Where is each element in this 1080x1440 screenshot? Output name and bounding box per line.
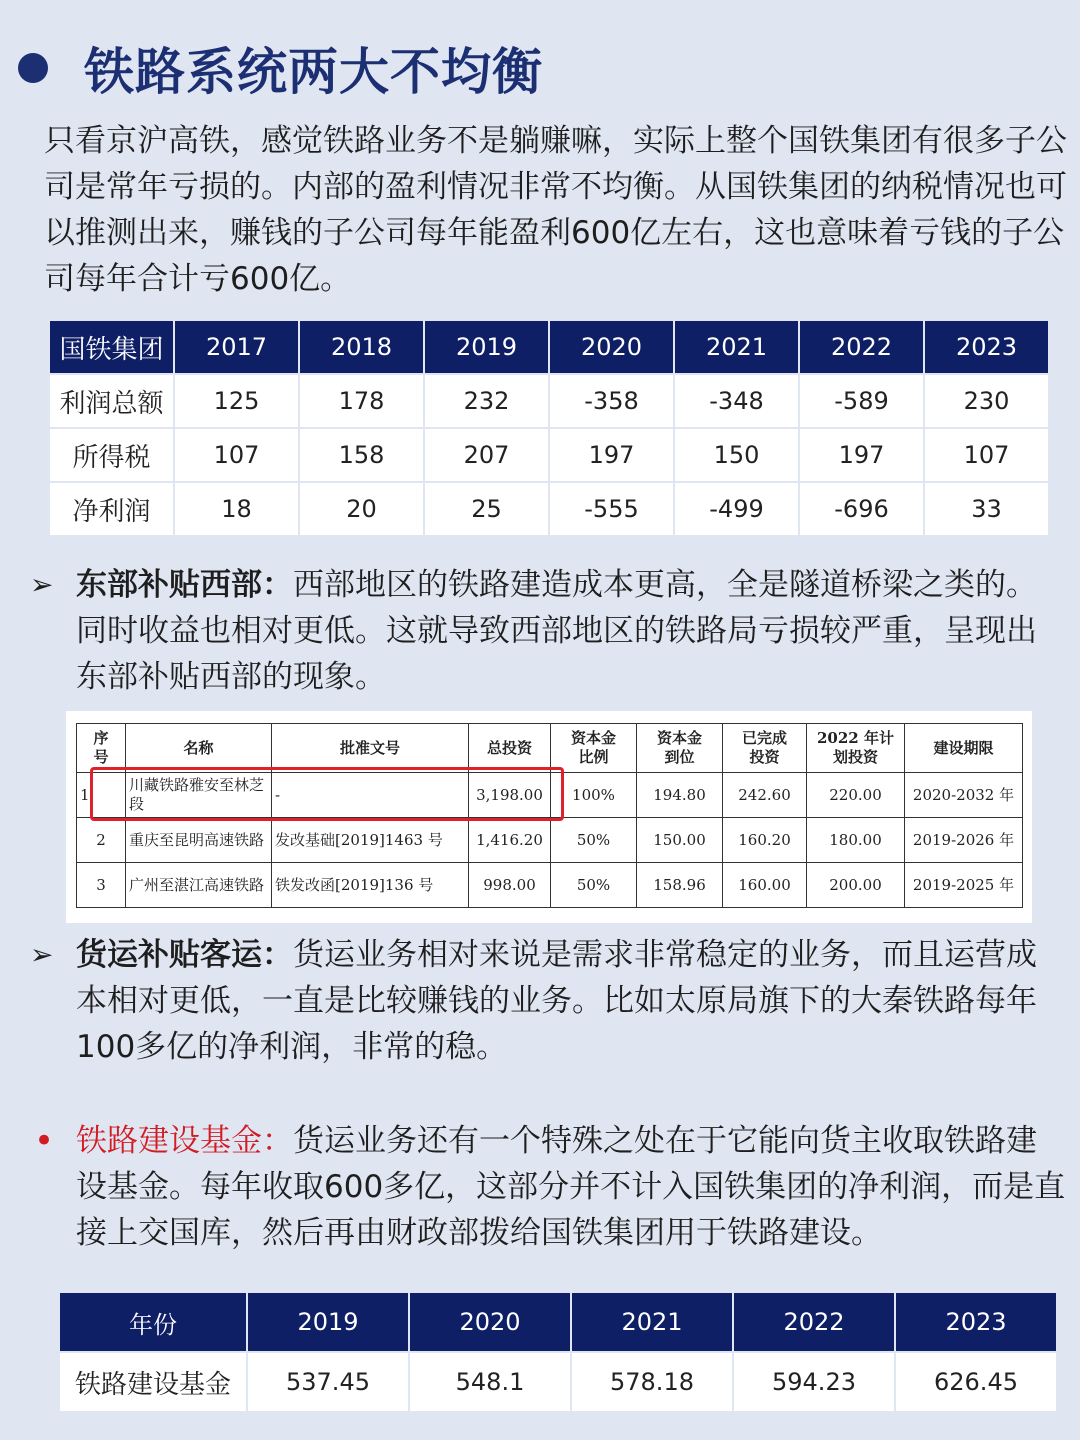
highlight-box: [90, 767, 564, 821]
table-cell: 25: [424, 482, 549, 536]
table-cell: 160.00: [723, 863, 807, 908]
table-cell: 220.00: [807, 773, 905, 818]
table-cell: 626.45: [895, 1352, 1057, 1412]
table-cell: 180.00: [807, 818, 905, 863]
header-cell: 序 号: [77, 724, 126, 773]
table-cell: 广州至湛江高速铁路: [126, 863, 272, 908]
point-text: 西部地区的铁路建造成本更高，全是隧道桥梁之类的。同时收益也相对更低。这就导致西部地区的铁路局亏损较严重，呈现出东部补贴西部的现象。: [76, 567, 1037, 695]
table-row: [49, 482, 1049, 536]
profit-table-corner: 国铁集团: [49, 320, 174, 374]
header-cell: 资本金 到位: [637, 724, 723, 773]
table-row: [77, 863, 1023, 908]
project-table-header: [77, 724, 1023, 773]
table-cell: 20: [299, 482, 424, 536]
year-header: 2017: [174, 320, 299, 374]
fund-table-header: [59, 1292, 1057, 1352]
year-header: 2022: [799, 320, 924, 374]
table-cell: 1,416.20: [469, 818, 551, 863]
table-cell: 194.80: [637, 773, 723, 818]
table-cell: 107: [174, 428, 299, 482]
page-title: 铁路系统两大不均衡: [84, 43, 543, 101]
point-freight-passenger: [76, 932, 1066, 1070]
point-text: 货运业务还有一个特殊之处在于它能向货主收取铁路建设基金。每年收取600多亿，这部分并不计入国铁集团的净利润，而是直接上交国库，然后再由财政部拨给国铁集团用于铁路建设。: [76, 1123, 1066, 1251]
table-cell: 537.45: [247, 1352, 409, 1412]
table-cell: 发改基础[2019]1463 号: [272, 818, 469, 863]
row-label: 利润总额: [49, 374, 174, 428]
profit-table: [48, 319, 1050, 537]
year-header: 2020: [409, 1292, 571, 1352]
table-cell: -589: [799, 374, 924, 428]
table-cell: 125: [174, 374, 299, 428]
table-cell: 2: [77, 818, 126, 863]
point-text: 货运业务相对来说是需求非常稳定的业务，而且运营成本相对更低，一直是比较赚钱的业务。比如太原局旗下的大秦铁路每年100多亿的净利润，非常的稳。: [76, 937, 1037, 1065]
table-cell: 200.00: [807, 863, 905, 908]
table-cell: 150: [674, 428, 799, 482]
year-header: 2019: [424, 320, 549, 374]
year-header: 2020: [549, 320, 674, 374]
fund-table-corner: 年份: [59, 1292, 247, 1352]
table-cell: -358: [549, 374, 674, 428]
table-cell: 158: [299, 428, 424, 482]
point-heading: 货运补贴客运：: [76, 937, 293, 973]
header-cell: 资本金 比例: [551, 724, 637, 773]
table-row: [49, 374, 1049, 428]
point-heading: 东部补贴西部：: [76, 567, 293, 603]
table-cell: 重庆至昆明高速铁路: [126, 818, 272, 863]
table-cell: 197: [549, 428, 674, 482]
table-cell: 232: [424, 374, 549, 428]
point-east-west: [76, 562, 1066, 700]
title-row: [18, 28, 543, 108]
table-cell: -555: [549, 482, 674, 536]
year-header: 2018: [299, 320, 424, 374]
dot-bullet-icon: •: [34, 1121, 55, 1161]
table-cell: 107: [924, 428, 1049, 482]
table-cell: 33: [924, 482, 1049, 536]
table-cell: 50%: [551, 863, 637, 908]
table-cell: 18: [174, 482, 299, 536]
table-cell: 578.18: [571, 1352, 733, 1412]
table-cell: 2019-2025 年: [905, 863, 1023, 908]
table-cell: 2019-2026 年: [905, 818, 1023, 863]
table-cell: 3,198.00: [469, 773, 551, 818]
header-cell: 2022 年计 划投资: [807, 724, 905, 773]
table-cell: 3: [77, 863, 126, 908]
year-header: 2023: [924, 320, 1049, 374]
year-header: 2022: [733, 1292, 895, 1352]
row-label: 所得税: [49, 428, 174, 482]
table-cell: 铁发改函[2019]136 号: [272, 863, 469, 908]
table-cell: 594.23: [733, 1352, 895, 1412]
table-cell: 100%: [551, 773, 637, 818]
table-cell: 178: [299, 374, 424, 428]
row-label: 铁路建设基金: [59, 1352, 247, 1412]
table-cell: 242.60: [723, 773, 807, 818]
profit-table-header: [49, 320, 1049, 374]
row-label: 净利润: [49, 482, 174, 536]
table-cell: -499: [674, 482, 799, 536]
table-cell: 207: [424, 428, 549, 482]
year-header: 2023: [895, 1292, 1057, 1352]
point-construction-fund: [76, 1118, 1066, 1256]
table-cell: 197: [799, 428, 924, 482]
table-cell: 50%: [551, 818, 637, 863]
table-cell: -696: [799, 482, 924, 536]
year-header: 2019: [247, 1292, 409, 1352]
header-cell: 总投资: [469, 724, 551, 773]
header-cell: 建设期限: [905, 724, 1023, 773]
table-cell: 1: [77, 773, 126, 818]
year-header: 2021: [674, 320, 799, 374]
arrow-bullet-icon: ➢: [30, 938, 54, 971]
intro-paragraph: 只看京沪高铁，感觉铁路业务不是躺赚嘛，实际上整个国铁集团有很多子公司是常年亏损的。内部的盈利情况非常不均衡。从国铁集团的纳税情况也可以推测出来，赚钱的子公司每年能盈利600亿左右，这也意味着亏钱的子公司每年合计亏600亿。: [44, 123, 1067, 297]
header-cell: 名称: [126, 724, 272, 773]
table-cell: 158.96: [637, 863, 723, 908]
table-cell: -348: [674, 374, 799, 428]
arrow-bullet-icon: ➢: [30, 568, 54, 601]
table-cell: 998.00: [469, 863, 551, 908]
table-cell: 2020-2032 年: [905, 773, 1023, 818]
title-bullet-icon: [18, 53, 48, 83]
table-cell: 川藏铁路雅安至林芝段: [126, 773, 272, 818]
table-cell: 548.1: [409, 1352, 571, 1412]
project-table-image: [66, 711, 1032, 923]
table-cell: 150.00: [637, 818, 723, 863]
point-heading: 铁路建设基金：: [76, 1123, 293, 1159]
fund-table: [58, 1291, 1058, 1413]
year-header: 2021: [571, 1292, 733, 1352]
table-cell: 160.20: [723, 818, 807, 863]
table-cell: 230: [924, 374, 1049, 428]
header-cell: 批准文号: [272, 724, 469, 773]
table-row: [59, 1352, 1057, 1412]
table-row: [49, 428, 1049, 482]
table-row: [77, 818, 1023, 863]
header-cell: 已完成 投资: [723, 724, 807, 773]
table-cell: -: [272, 773, 469, 818]
